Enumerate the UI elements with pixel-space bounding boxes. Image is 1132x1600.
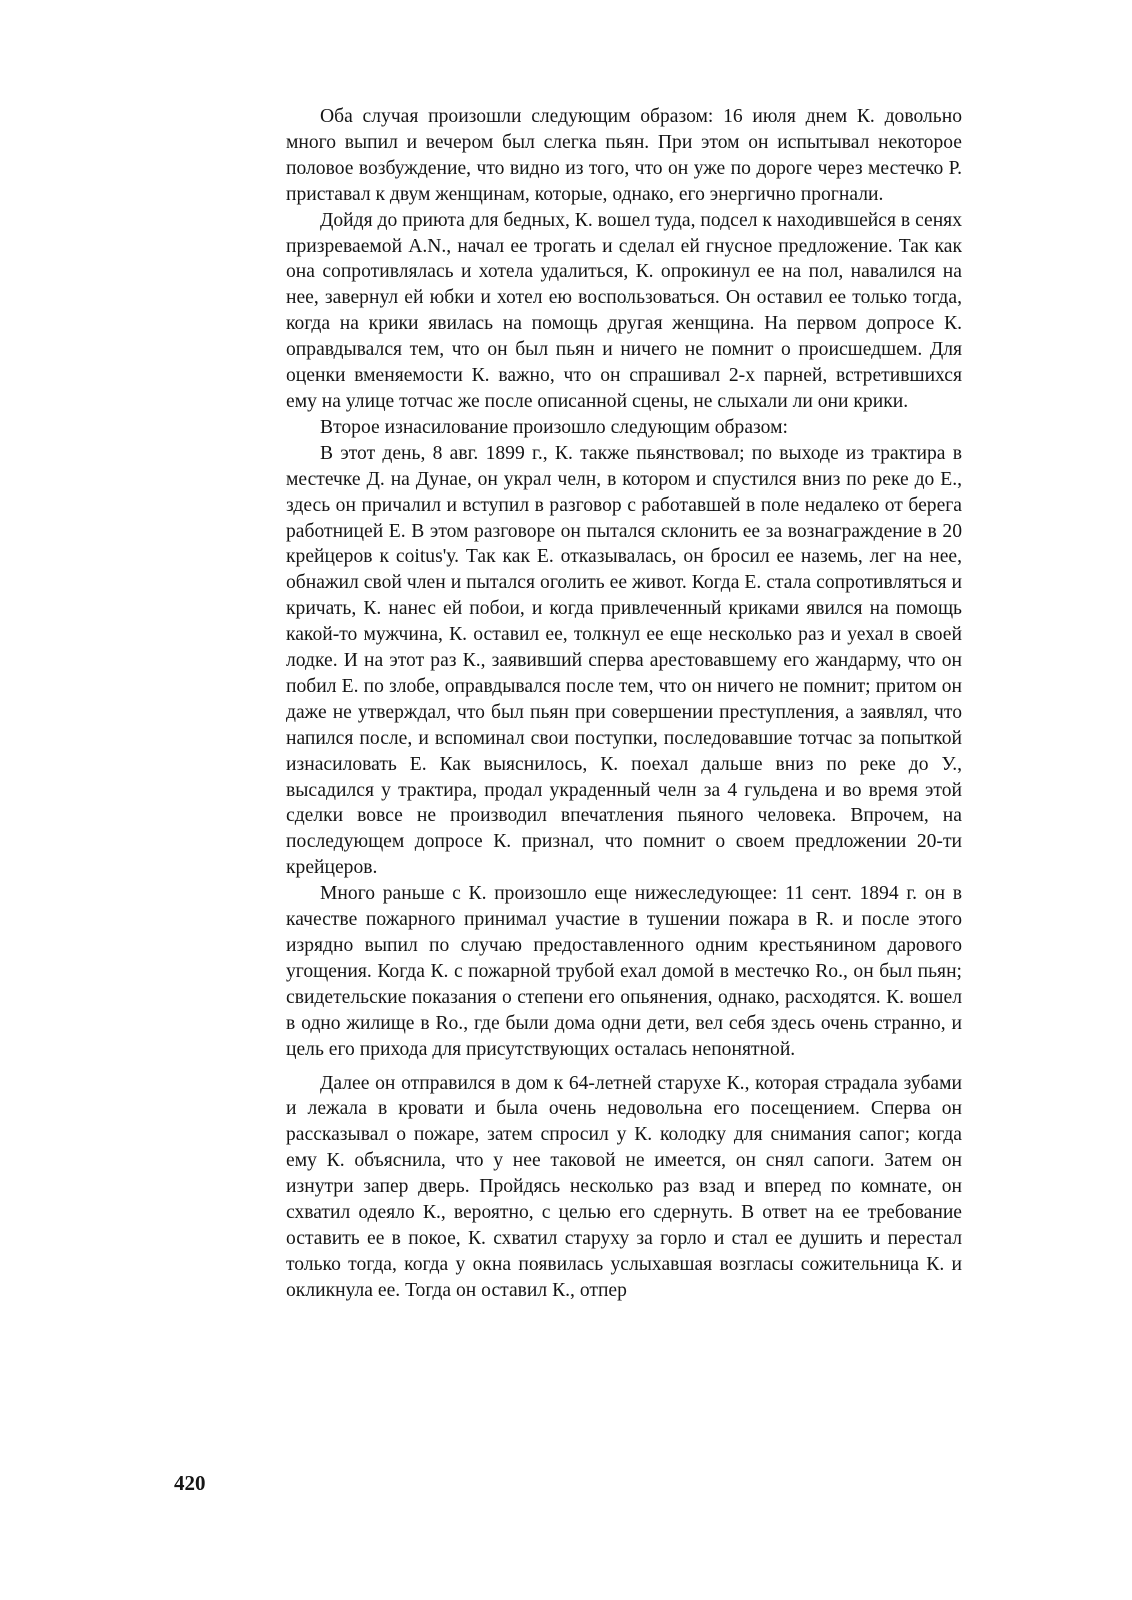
paragraph: Дойдя до приюта для бедных, К. вошел туда, подсел к находившейся в сенях призреваемой A.N., начал ее трогать и сделал ей гнусное предложение. Так как она сопротивлялась и хотела удалиться, К. опрокинул ее на пол, навалился на нее, завернул ей юбки и хотел ею воспользоваться. Он оставил ее только тогда, когда на крики явилась на помощь другая женщина. На первом допросе К. оправдывался тем, что он был пьян и ничего не помнит о происшедшем. Для оценки вменяемости К. важно, что он спрашивал 2-х парней, встретившихся ему на улице тотчас же после описанной сцены, не слыхали ли они крики. bbox=[286, 209, 962, 412]
paragraph: В этот день, 8 авг. 1899 г., К. также пьянствовал; по выходе из трактира в местечке Д. на Дунае, он украл челн, в котором и спустился вниз по реке до Е., здесь он причалил и вступил в разговор с работавшей в поле недалеко от берега работницей Е. В этом разговоре он пытался склонить ее за вознаграждение в 20 крейцеров к coitus'у. Так как Е. отказывалась, он бросил ее наземь, лег на нее, обнажил свой член и пытался оголить ее живот. Когда Е. стала сопротивляться и кричать, К. нанес ей побои, и когда привлеченный криками явился на помощь какой-то мужчина, К. оставил ее, толкнул ее еще несколько раз и уехал в своей лодке. И на этот раз К., заявивший сперва арестовавшему его жандарму, что он побил Е. по злобе, оправдывался после тем, что он ничего не помнит; притом он даже не утверждал, что был пьян при совершении преступления, а заявлял, что напился после, и вспоминал свои поступки, последовавшие тотчас за попыткой изнасиловать Е. Как выяснилось, К. поехал дальше вниз по реке до У., высадился у трактира, продал украденный челн за 4 гульдена и во время этой сделки вовсе не производил впечатления пьяного человека. Впрочем, на последующем допросе К. признал, что помнит о своем предложении 20-ти крейцеров. bbox=[286, 442, 962, 879]
paragraph: Далее он отправился в дом к 64-летней старухе К., которая страдала зубами и лежала в кровати и была очень недовольна его посещением. Сперва он рассказывал о пожаре, затем спросил у К. колодку для снимания сапог; когда ему К. объяснила, что у нее таковой не имеется, он снял сапоги. Затем он изнутри запер дверь. Пройдясь несколько раз взад и вперед по комнате, он схватил одеяло К., вероятно, с целью его сдернуть. В ответ на ее требование оставить ее в покое, К. схватил старуху за горло и стал ее душить и перестал только тогда, когда у окна появилась услыхавшая возгласы сожительница К. и окликнула ее. Тогда он оставил К., отпер bbox=[286, 1072, 962, 1301]
paragraph: Оба случая произошли следующим образом: 16 июля днем К. довольно много выпил и вечером был слегка пьян. При этом он испытывал некоторое половое возбуждение, что видно из того, что он уже по дороге через местечко Р. приставал к двум женщинам, которые, однако, его энергично прогнали. bbox=[286, 106, 962, 205]
body-text bbox=[286, 104, 962, 1304]
page-number: 420 bbox=[174, 1471, 206, 1495]
paragraph: Много раньше с К. произошло еще нижеследующее: 11 сент. 1894 г. он в качестве пожарного принимал участие в тушении пожара в R. и после этого изрядно выпил по случаю предоставленного одним крестьянином дарового угощения. Когда К. с пожарной трубой ехал домой в местечко Ro., он был пьян; свидетельские показания о степени его опьянения, однако, расходятся. К. вошел в одно жилище в Ro., где были дома одни дети, вел себя здесь очень странно, и цель его прихода для присутствующих осталась непонятной. bbox=[286, 883, 962, 1060]
paragraph: Второе изнасилование произошло следующим образом: bbox=[320, 416, 788, 438]
